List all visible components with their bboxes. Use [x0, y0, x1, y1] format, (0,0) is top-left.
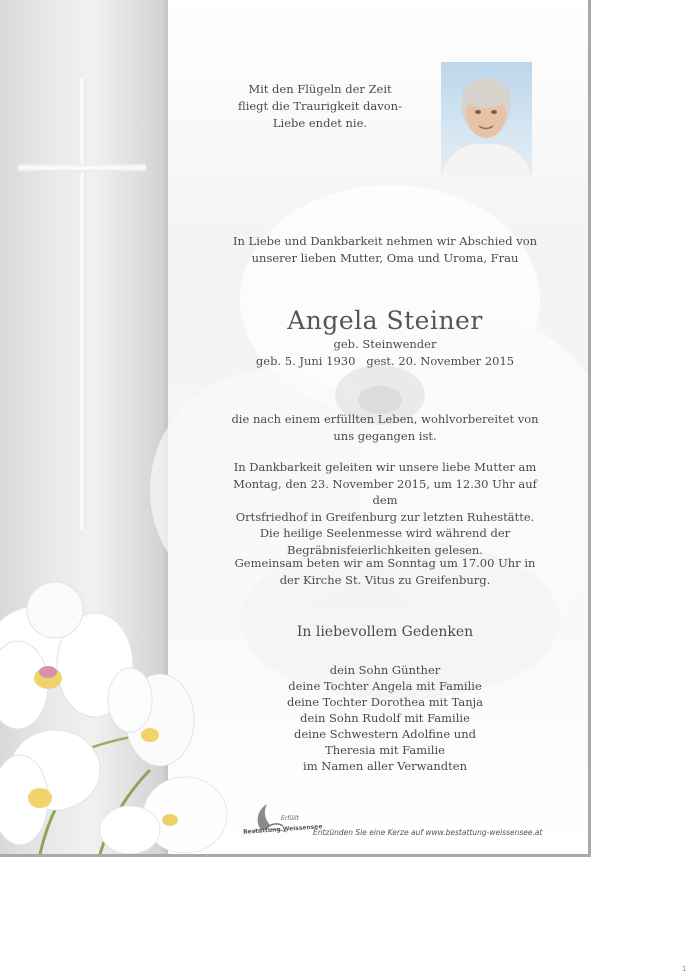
cross-icon	[78, 78, 86, 530]
cross-icon-bar	[18, 164, 146, 172]
funeral-text	[230, 459, 540, 558]
logo-name: Bestattung Weissensee	[242, 823, 323, 836]
mourners-list	[230, 662, 540, 774]
portrait-photo	[441, 62, 532, 179]
intro-line: unserer lieben Mutter, Oma und Uroma, Frau	[251, 251, 519, 265]
mourner-line: deine Tochter Angela mit Familie	[288, 679, 482, 693]
mourner-line: im Namen aller Verwandten	[303, 759, 467, 773]
funeral-line: Montag, den 23. November 2015, um 12.30 Uhr auf dem	[233, 476, 537, 507]
motto-line: Liebe endet nie.	[272, 116, 368, 130]
logo-tagline: Erfüllt	[281, 815, 299, 822]
prayer-line: der Kirche St. Vitus zu Greifenburg.	[279, 573, 491, 587]
deceased-name: Angela Steiner	[287, 306, 483, 335]
life-text	[230, 411, 540, 445]
life-line: uns gegangen ist.	[333, 429, 437, 443]
mourner-line: dein Sohn Günther	[329, 663, 441, 677]
orchid-flowers-image	[0, 570, 230, 854]
intro-text	[230, 233, 540, 267]
mourner-line: dein Sohn Rudolf mit Familie	[300, 711, 470, 725]
funeral-line: Die heilige Seelenmesse wird während der	[259, 526, 511, 540]
memory-heading: In liebevollem Gedenken	[296, 624, 474, 640]
intro-line: In Liebe und Dankbarkeit nehmen wir Abschied von	[232, 234, 538, 248]
prayer-line: Gemeinsam beten wir am Sonntag um 17.00 Uhr in	[234, 556, 536, 570]
maiden-name: geb. Steinwender	[333, 337, 437, 351]
footer-note: Entzünden Sie eine Kerze auf www.bestattung-weissensee.at	[313, 828, 543, 837]
mourner-line: Theresia mit Familie	[325, 743, 445, 757]
funeral-line: In Dankbarkeit geleiten wir unsere liebe Mutter am	[233, 460, 537, 474]
funeral-line: Ortsfriedhof in Greifenburg zur letzten Ruhestätte.	[235, 509, 535, 524]
page-number: 1	[682, 965, 687, 973]
motto-line: Mit den Flügeln der Zeit	[248, 82, 392, 96]
motto-line: fliegt die Traurigkeit davon-	[238, 99, 402, 113]
life-line: die nach einem erfüllten Leben, wohlvorbereitet von	[231, 412, 539, 426]
prayer-text	[230, 555, 540, 589]
motto	[225, 81, 415, 132]
life-dates: geb. 5. Juni 1930 gest. 20. November 2015	[255, 354, 515, 368]
mourner-line: deine Schwestern Adolfine und	[294, 727, 476, 741]
mourner-line: deine Tochter Dorothea mit Tanja	[286, 695, 484, 709]
funeral-line: Begräbnisfeierlichkeiten gelesen.	[287, 542, 483, 557]
